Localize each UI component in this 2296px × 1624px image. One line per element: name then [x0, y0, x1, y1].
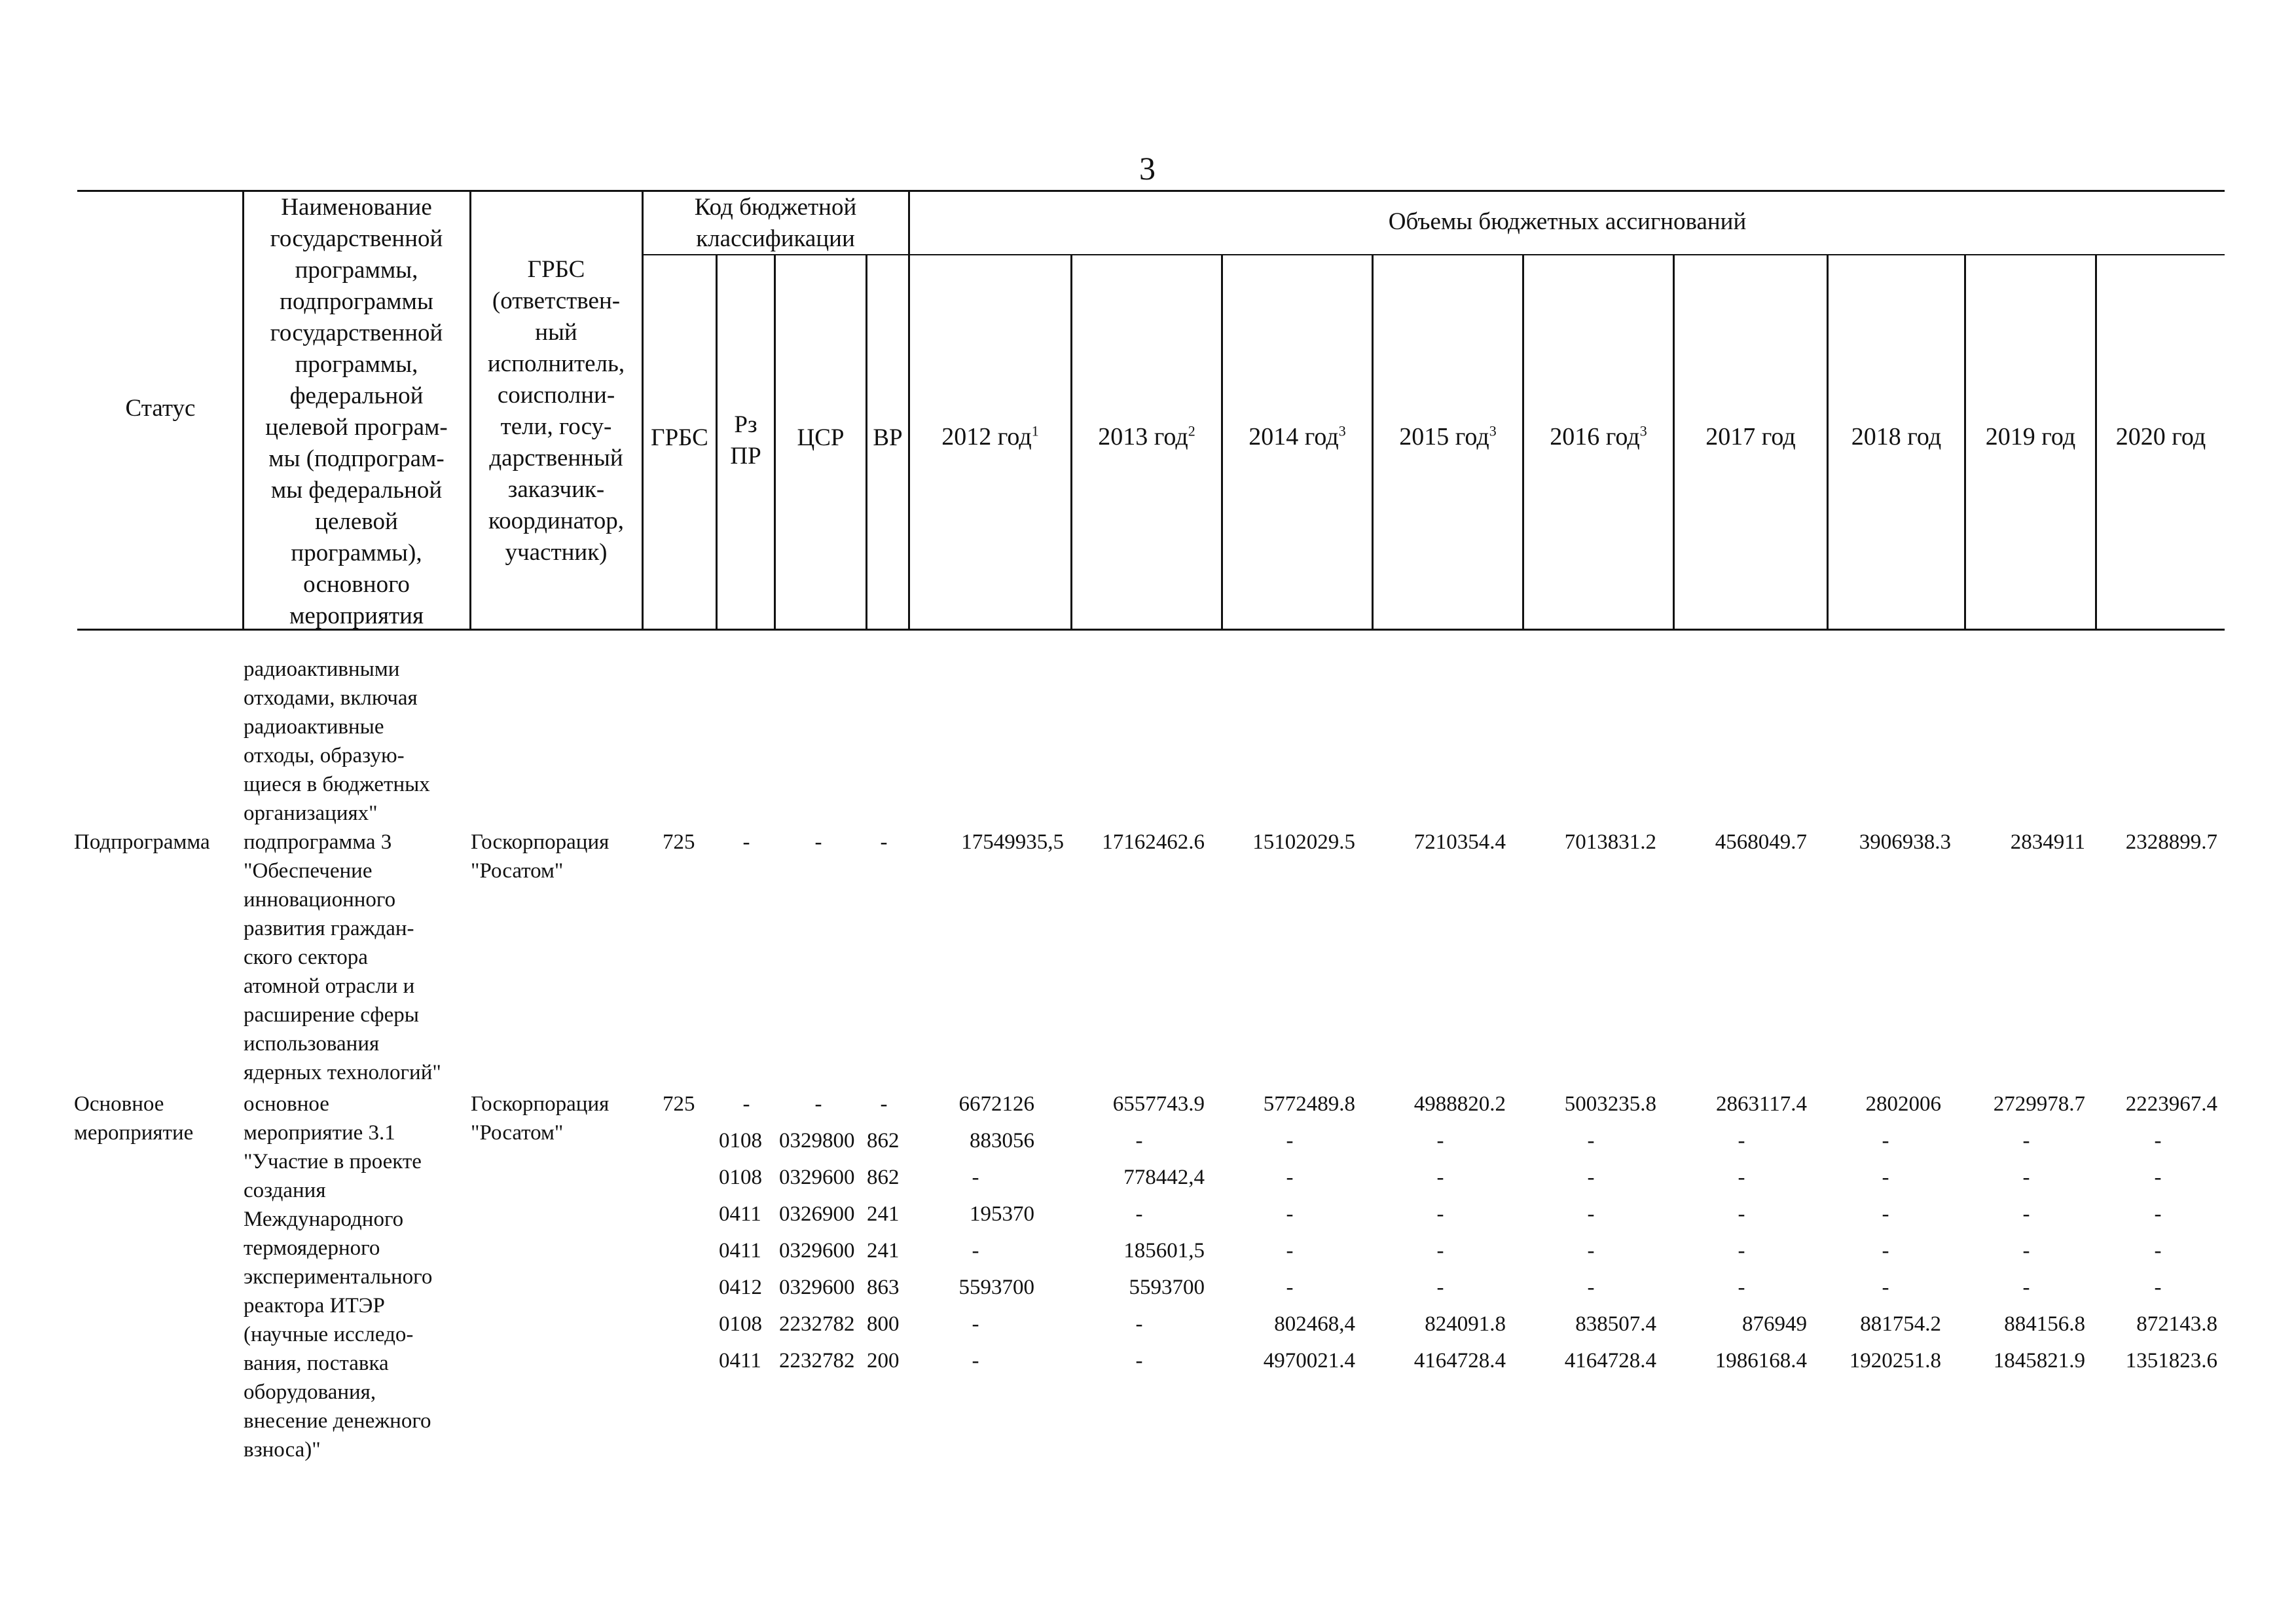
sub-row-csr: 2232782	[779, 1312, 855, 1336]
activity-name-line: "Участие в проекте	[244, 1150, 422, 1173]
activity-value: 2802006	[1865, 1092, 1941, 1116]
header-name-line: подпрограммы	[280, 288, 433, 315]
sub-row-rzpr: 0411	[719, 1349, 761, 1373]
header-year-sup: 2	[1188, 422, 1195, 439]
subprogram-grbs-line: Госкорпорация	[471, 830, 610, 854]
sub-row-value: -	[1882, 1276, 1889, 1299]
activity-status-line: Основное	[74, 1092, 164, 1116]
sub-row-value: -	[1587, 1166, 1595, 1189]
activity-name	[244, 1090, 432, 1464]
activity-grbs-line: Госкорпорация	[471, 1092, 610, 1116]
subprogram-value: 15102029.5	[1252, 830, 1355, 854]
sub-row-value: 1986168.4	[1715, 1349, 1807, 1373]
subprogram-rzpr: -	[742, 830, 750, 854]
header-year	[1374, 422, 1522, 462]
sub-row-vr: 862	[867, 1166, 900, 1189]
sub-row-value: -	[1286, 1239, 1294, 1263]
sub-row-csr: 0329800	[779, 1129, 855, 1153]
sub-row-value: -	[2154, 1276, 2162, 1299]
header-year	[2097, 422, 2225, 462]
header-year-label: 2015 год	[1399, 423, 1489, 451]
header-grbs-line: (ответствен-	[492, 287, 621, 314]
header-grbs-line: соисполни-	[497, 382, 615, 409]
header-year-label: 2014 год	[1248, 423, 1339, 451]
activity-name-line: взноса)"	[244, 1438, 321, 1462]
activity-status	[74, 1090, 193, 1147]
sub-row-value: 1845821.9	[1993, 1349, 2085, 1373]
header-grbs-line: координатор,	[488, 507, 624, 534]
sub-row-value: 185601,5	[1123, 1239, 1205, 1263]
sub-row-value: -	[1286, 1166, 1294, 1189]
subprogram-name-line: развития граждан-	[244, 917, 414, 940]
subprogram-name-line: расширение сферы	[244, 1003, 419, 1027]
sub-row-value: 195370	[970, 1202, 1034, 1226]
header-kbk	[643, 192, 908, 255]
sub-row-value: 778442,4	[1123, 1166, 1205, 1189]
subprogram-name-line: атомной отрасли и	[244, 974, 415, 998]
activity-rzpr: -	[742, 1092, 750, 1116]
sub-row-value: -	[972, 1312, 979, 1336]
subprogram-name-line: подпрограмма 3	[244, 830, 392, 854]
header-name-line: Наименование	[281, 194, 432, 221]
sub-row-value: -	[1135, 1202, 1143, 1226]
activity-name-line: вания, поставка	[244, 1352, 389, 1375]
header-grbs-line: исполнитель,	[487, 350, 625, 377]
sub-row-value: -	[2154, 1239, 2162, 1263]
sub-row-value: 884156.8	[2004, 1312, 2085, 1336]
sub-row-value: 881754.2	[1860, 1312, 1941, 1336]
subprogram-status: Подпрограмма	[74, 830, 210, 854]
sub-row-value: 838507.4	[1575, 1312, 1656, 1336]
activity-value: 4988820.2	[1413, 1092, 1506, 1116]
sub-row-csr: 0329600	[779, 1166, 855, 1189]
sub-row-value: -	[1587, 1129, 1595, 1153]
sub-row-value: -	[2154, 1202, 2162, 1226]
sub-row-value: 1920251.8	[1849, 1349, 1941, 1373]
header-kbk-line: Код бюджетной	[694, 194, 857, 221]
activity-value: 2223967.4	[2125, 1092, 2217, 1116]
header-year-label: 2016 год	[1550, 423, 1640, 451]
subprogram-value: 17162462.6	[1102, 830, 1205, 854]
sub-row-rzpr: 0412	[719, 1276, 762, 1299]
sub-row-value: -	[2022, 1202, 2030, 1226]
header-grbs	[471, 254, 642, 568]
sub-row-value: -	[1436, 1166, 1444, 1189]
sub-row-value: 883056	[970, 1129, 1034, 1153]
sub-row-vr: 862	[867, 1129, 900, 1153]
continuation-line: отходами, включая	[244, 686, 418, 710]
header-year	[1524, 422, 1673, 462]
activity-status-line: мероприятие	[74, 1121, 194, 1145]
header-status: Статус	[125, 395, 196, 422]
header-name-line: государственной	[270, 225, 443, 252]
sub-row-value: -	[1436, 1202, 1444, 1226]
sub-row-value: -	[972, 1166, 979, 1189]
sub-row-value: -	[1436, 1276, 1444, 1299]
activity-name-line: экспериментального	[244, 1265, 433, 1289]
header-year-sup: 3	[1489, 422, 1497, 439]
continuation-text	[244, 655, 430, 828]
subprogram-csr: -	[814, 830, 822, 854]
subprogram-grbs	[471, 828, 609, 885]
sub-row-vr: 241	[867, 1202, 900, 1226]
header-name-line: мероприятия	[289, 602, 424, 629]
subprogram-value: 2834911	[2010, 830, 2085, 854]
header-name-line: целевой програм-	[265, 414, 448, 441]
sub-row-value: -	[2154, 1129, 2162, 1153]
sub-row-value: -	[2154, 1166, 2162, 1189]
sub-row-value: -	[1436, 1239, 1444, 1263]
sub-row-csr: 0329600	[779, 1239, 855, 1263]
header-name	[244, 192, 469, 632]
sub-row-value: -	[1286, 1129, 1294, 1153]
subprogram-name-line: "Обеспечение	[244, 859, 373, 883]
sub-row-value: 5593700	[1129, 1276, 1205, 1299]
sub-row-value: -	[1738, 1202, 1745, 1226]
sub-row-csr: 2232782	[779, 1349, 855, 1373]
sub-row-value: 802468,4	[1274, 1312, 1355, 1336]
subprogram-name-line: ского сектора	[244, 946, 368, 969]
subprogram-grbs-code: 725	[663, 830, 695, 854]
subprogram-name-line: инновационного	[244, 888, 396, 912]
subprogram-name	[244, 828, 441, 1087]
activity-value: 2729978.7	[1993, 1092, 2085, 1116]
sub-row-rzpr: 0108	[719, 1129, 762, 1153]
subprogram-vr: -	[880, 830, 888, 854]
subprogram-value: 17549935,5	[961, 830, 1064, 854]
activity-vr: -	[880, 1092, 888, 1116]
subprogram-name-line: использования	[244, 1032, 380, 1056]
sub-row-value: -	[1587, 1239, 1595, 1263]
activity-grbs	[471, 1090, 609, 1147]
activity-name-line: Международного	[244, 1208, 404, 1231]
subprogram-value: 7210354.4	[1413, 830, 1506, 854]
header-kbk-vr: ВР	[873, 424, 903, 451]
sub-row-value: -	[972, 1239, 979, 1263]
header-pr: ПР	[730, 443, 761, 470]
header-year-label: 2018 год	[1851, 423, 1942, 451]
header-rz: Рз	[734, 411, 757, 438]
activity-grbs-code: 725	[663, 1092, 695, 1116]
header-grbs-line: ный	[535, 319, 577, 346]
subprogram-value: 3906938.3	[1859, 830, 1951, 854]
activity-grbs-line: "Росатом"	[471, 1121, 564, 1145]
sub-row-value: 876949	[1742, 1312, 1807, 1336]
sub-row-csr: 0329600	[779, 1276, 855, 1299]
header-kbk-csr: ЦСР	[797, 424, 845, 451]
header-year	[1072, 422, 1221, 462]
activity-name-line: (научные исследо-	[244, 1323, 414, 1346]
header-grbs-line: участник)	[505, 539, 608, 566]
subprogram-value: 2328899.7	[2125, 830, 2217, 854]
sub-row-value: -	[1135, 1129, 1143, 1153]
sub-row-value: -	[1882, 1129, 1889, 1153]
sub-row-vr: 863	[867, 1276, 900, 1299]
sub-row-vr: 200	[867, 1349, 900, 1373]
sub-row-csr: 0326900	[779, 1202, 855, 1226]
header-year	[910, 422, 1070, 462]
subprogram-value: 7013831.2	[1564, 830, 1656, 854]
sub-row-value: -	[1738, 1166, 1745, 1189]
header-name-line: программы,	[295, 257, 418, 284]
col-rule	[642, 190, 644, 630]
sub-row-value: -	[1882, 1202, 1889, 1226]
header-grbs-line: ГРБС	[527, 256, 585, 283]
header-year-label: 2017 год	[1705, 423, 1796, 451]
header-grbs-line: заказчик-	[507, 476, 605, 503]
continuation-line: отходы, образую-	[244, 744, 405, 767]
continuation-line: радиоактивные	[244, 715, 384, 739]
header-year	[1675, 422, 1827, 462]
sub-row-value: -	[1135, 1349, 1143, 1373]
activity-name-line: создания	[244, 1179, 326, 1202]
activity-value: 5003235.8	[1564, 1092, 1656, 1116]
continuation-line: щиеся в бюджетных	[244, 773, 430, 796]
sub-row-value: -	[1738, 1276, 1745, 1299]
activity-name-line: внесение денежного	[244, 1409, 431, 1433]
subprogram-name-line: ядерных технологий"	[244, 1061, 441, 1084]
header-year-sup: 1	[1031, 422, 1039, 439]
sub-row-value: -	[2022, 1166, 2030, 1189]
activity-value: 2863117.4	[1715, 1092, 1807, 1116]
activity-value: 6557743.9	[1112, 1092, 1205, 1116]
sub-row-value: -	[2022, 1129, 2030, 1153]
sub-row-vr: 800	[867, 1312, 900, 1336]
header-name-line: целевой	[315, 508, 398, 535]
sub-row-value: -	[1882, 1166, 1889, 1189]
sub-row-rzpr: 0108	[719, 1312, 762, 1336]
sub-row-value: -	[1135, 1312, 1143, 1336]
sub-row-rzpr: 0108	[719, 1166, 762, 1189]
header-year	[1829, 422, 1964, 462]
sub-row-value: 4164728.4	[1564, 1349, 1656, 1373]
activity-value: 5772489.8	[1263, 1092, 1355, 1116]
header-year	[1223, 422, 1372, 462]
header-year-label: 2013 год	[1098, 423, 1188, 451]
header-year-label: 2012 год	[941, 423, 1032, 451]
header-grbs-line: тели, госу-	[500, 413, 612, 440]
continuation-line: радиоактивными	[244, 657, 400, 681]
header-name-line: программы,	[295, 351, 418, 378]
activity-name-line: оборудования,	[244, 1380, 376, 1404]
header-year	[1966, 422, 2095, 462]
col-rule	[908, 190, 910, 630]
sub-row-rzpr: 0411	[719, 1239, 761, 1263]
activity-value: 6672126	[958, 1092, 1034, 1116]
sub-row-value: 5593700	[958, 1276, 1034, 1299]
header-year-label: 2020 год	[2115, 423, 2206, 451]
header-name-line: мы (подпрограм-	[268, 445, 445, 472]
header-kbk-rzpr	[718, 409, 774, 472]
activity-name-line: термоядерного	[244, 1236, 380, 1260]
header-name-line: государственной	[270, 320, 443, 346]
sub-row-value: -	[1587, 1202, 1595, 1226]
sub-row-value: -	[1738, 1129, 1745, 1153]
subprogram-value: 4568049.7	[1715, 830, 1807, 854]
header-name-line: программы),	[291, 540, 422, 566]
sub-row-value: -	[1286, 1202, 1294, 1226]
header-volumes: Объемы бюджетных ассигнований	[1388, 208, 1747, 235]
sub-row-value: -	[1738, 1239, 1745, 1263]
sub-row-value: -	[2022, 1276, 2030, 1299]
header-year-sup: 3	[1338, 422, 1346, 439]
sub-row-value: 4970021.4	[1263, 1349, 1355, 1373]
header-name-line: основного	[303, 571, 410, 598]
sub-row-value: 824091.8	[1425, 1312, 1506, 1336]
sub-row-value: -	[1436, 1129, 1444, 1153]
sub-row-value: 872143.8	[2136, 1312, 2217, 1336]
sub-row-value: -	[1286, 1276, 1294, 1299]
sub-row-value: 4164728.4	[1413, 1349, 1506, 1373]
sub-row-value: -	[2022, 1239, 2030, 1263]
activity-csr: -	[814, 1092, 822, 1116]
header-name-line: федеральной	[289, 382, 424, 409]
sub-row-value: -	[1587, 1276, 1595, 1299]
header-year-label: 2019 год	[1985, 423, 2076, 451]
sub-row-value: -	[1882, 1239, 1889, 1263]
header-grbs-line: дарственный	[489, 445, 623, 471]
sub-row-rzpr: 0411	[719, 1202, 761, 1226]
sub-row-value: -	[972, 1349, 979, 1373]
page-number: 3	[1139, 150, 1156, 187]
activity-name-line: мероприятие 3.1	[244, 1121, 395, 1145]
activity-name-line: основное	[244, 1092, 329, 1116]
activity-name-line: реактора ИТЭР	[244, 1294, 385, 1318]
continuation-line: организациях"	[244, 802, 378, 825]
sub-row-vr: 241	[867, 1239, 900, 1263]
sub-row-value: 1351823.6	[2125, 1349, 2217, 1373]
header-kbk-line: классификации	[696, 225, 855, 252]
header-year-sup: 3	[1639, 422, 1647, 439]
subprogram-grbs-line: "Росатом"	[471, 859, 564, 883]
header-name-line: мы федеральной	[270, 477, 443, 504]
header-kbk-grbs: ГРБС	[651, 424, 708, 451]
